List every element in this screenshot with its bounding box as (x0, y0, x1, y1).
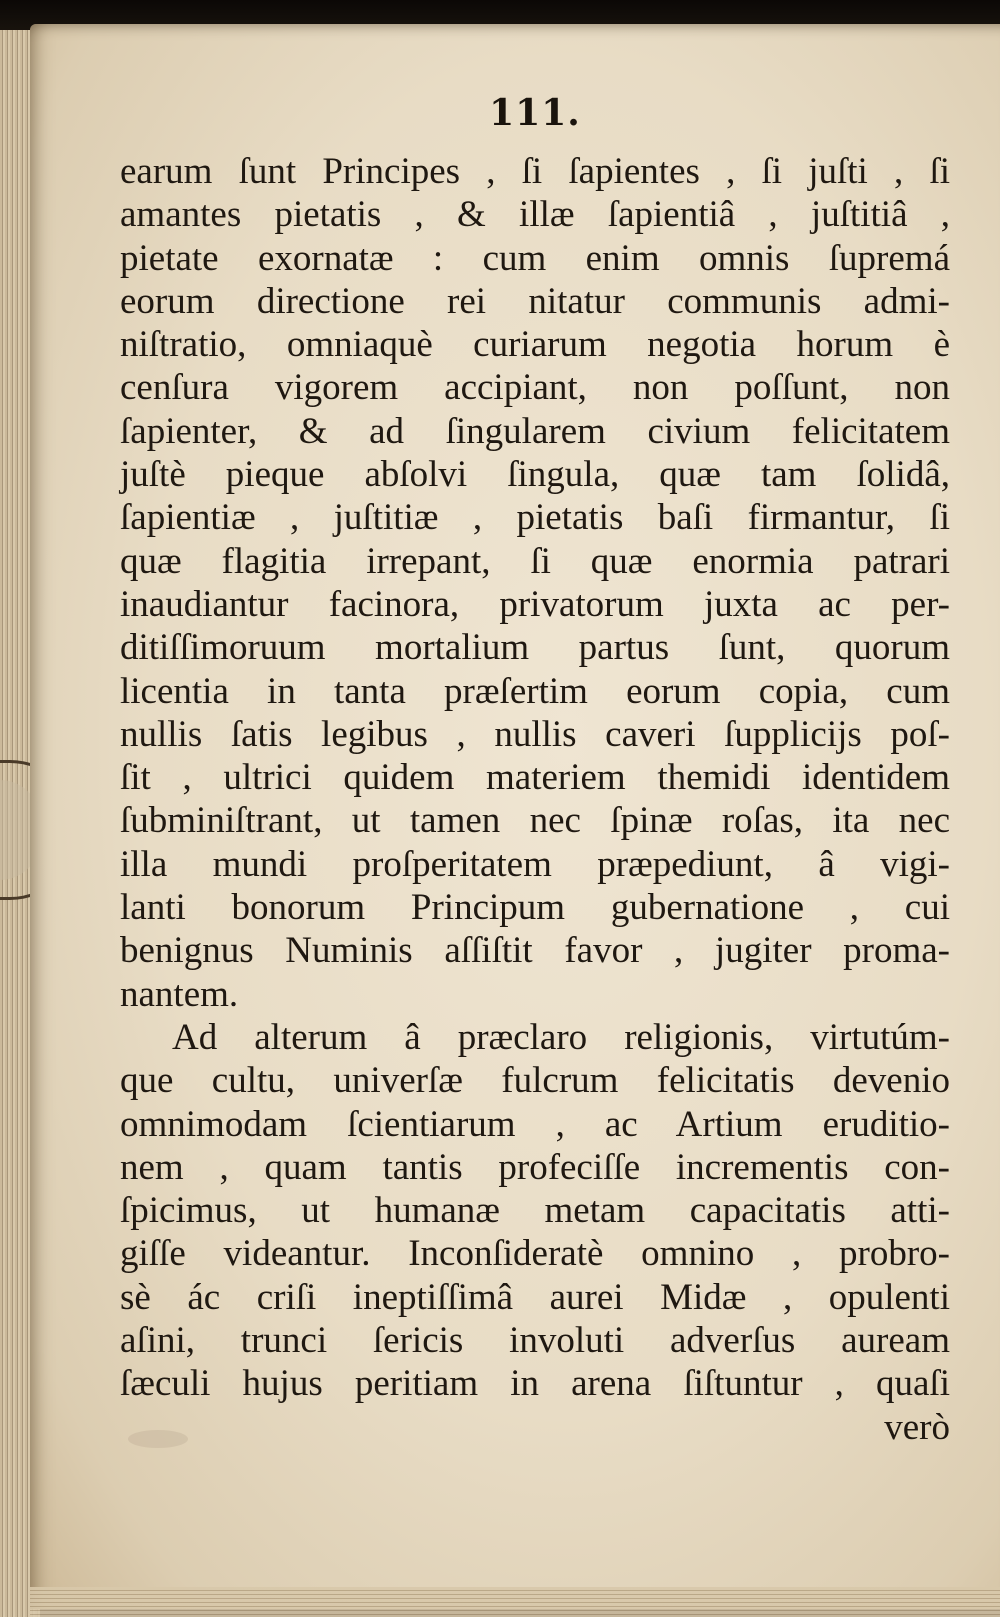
text-line: ſpicimus, ut humanæ metam capacitatis atti- (120, 1190, 950, 1232)
text-line: pietate exornatæ : cum enim omnis ſupremá (120, 237, 950, 279)
text-line: eorum directione rei nitatur communis admi- (120, 280, 950, 322)
text-line: amantes pietatis , & illæ ſapientiâ , juſtitiâ , (120, 194, 950, 236)
text-line: aſini, trunci ſericis involuti adverſus auream (120, 1320, 950, 1362)
text-line: sè ác criſi ineptiſſimâ aurei Midæ , opulenti (120, 1276, 950, 1318)
text-line: giſſe videantur. Inconſideratè omnino , probro- (120, 1233, 950, 1275)
text-line: benignus Numinis aſſiſtit favor , jugiter proma- (120, 930, 950, 972)
page-number: 111. (489, 92, 581, 134)
text-line: que cultu, univerſæ fulcrum felicitatis devenio (120, 1060, 950, 1102)
text-line: ſapienter, & ad ſingularem civium felicitatem (120, 410, 950, 452)
text-line: earum ſunt Principes , ſi ſapientes , ſi juſti , ſi (120, 151, 950, 192)
bottom-page-edges (30, 1587, 1000, 1617)
text-line: juſtè pieque abſolvi ſingula, quæ tam ſolidâ, (120, 454, 950, 496)
text-line: illa mundi proſperitatem præpediunt, â vigi- (120, 843, 950, 885)
text-line: licentia in tanta præſertim eorum copia, cum (120, 670, 950, 712)
text-line: ſapientiæ , juſtitiæ , pietatis baſi firmantur, ſi (120, 497, 950, 539)
paragraph-end-line: nantem. (120, 973, 239, 1015)
ink-smudge (128, 1430, 188, 1448)
text-line: nullis ſatis legibus , nullis caveri ſupplicijs poſ- (120, 713, 950, 755)
catchword: verò (884, 1406, 950, 1448)
text-line: omnimodam ſcientiarum , ac Artium eruditio- (120, 1103, 950, 1145)
text-line: niſtratio, omniaquè curiarum negotia horum è (120, 324, 950, 366)
text-line: quæ flagitia irrepant, ſi quæ enormia patrari (120, 540, 950, 582)
text-line: ſit , ultrici quidem materiem themidi identidem (120, 757, 950, 799)
body-text (120, 150, 950, 1449)
text-line: nem , quam tantis profeciſſe incrementis con- (120, 1146, 950, 1188)
text-line: ditiſſimoruum mortalium partus ſunt, quorum (120, 627, 950, 669)
text-line: ſæculi hujus peritiam in arena ſiſtuntur , quaſi (120, 1363, 950, 1405)
paragraph-start-line: Ad alterum â præclaro religionis, virtutúm- (172, 1016, 950, 1058)
text-line: inaudiantur facinora, privatorum juxta ac per- (120, 583, 950, 625)
text-line: cenſura vigorem accipiant, non poſſunt, non (120, 367, 950, 409)
text-line: ſubminiſtrant, ut tamen nec ſpinæ roſas, ita nec (120, 800, 950, 842)
text-line: lanti bonorum Principum gubernatione , cui (120, 887, 950, 929)
